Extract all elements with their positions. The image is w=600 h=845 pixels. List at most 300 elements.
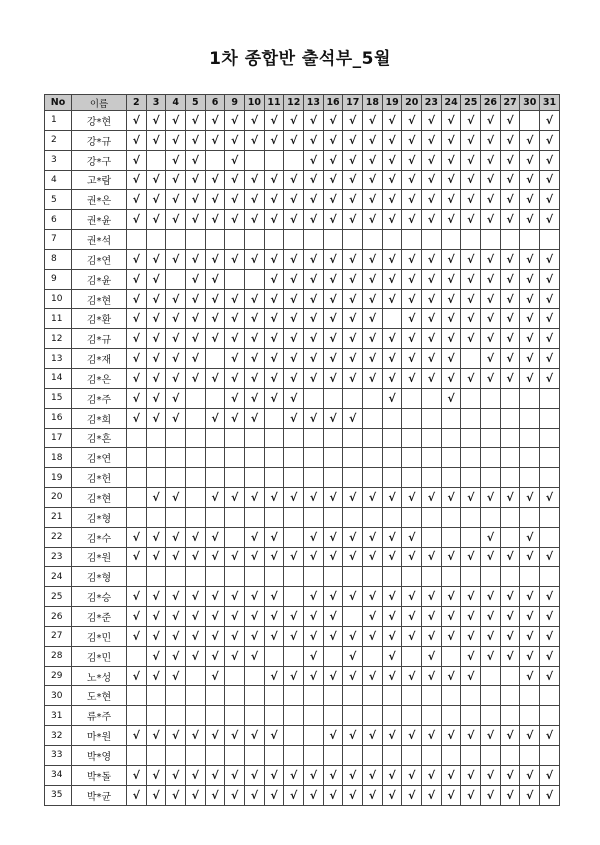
attendance-cell: √ [166,170,186,190]
attendance-cell: √ [363,547,383,567]
attendance-cell: √ [166,488,186,508]
attendance-cell: √ [441,368,461,388]
attendance-cell: √ [402,626,422,646]
attendance-cell [441,646,461,666]
attendance-cell [166,746,186,766]
attendance-cell [245,428,265,448]
attendance-cell: √ [304,785,324,805]
attendance-cell [284,448,304,468]
table-row [45,368,560,388]
student-name: 권*윤 [72,210,127,230]
attendance-cell: √ [363,111,383,131]
attendance-cell: √ [343,408,363,428]
attendance-cell: √ [166,210,186,230]
attendance-cell [225,428,245,448]
attendance-cell: √ [225,111,245,131]
attendance-cell: √ [304,349,324,369]
attendance-cell: √ [225,150,245,170]
attendance-cell: √ [127,269,147,289]
attendance-cell: √ [363,488,383,508]
attendance-cell: √ [382,666,402,686]
row-number: 12 [45,329,72,349]
attendance-cell [127,488,147,508]
attendance-cell: √ [520,170,540,190]
attendance-cell [323,230,343,250]
attendance-cell: √ [382,388,402,408]
attendance-cell [186,468,206,488]
student-name: 김*희 [72,408,127,428]
attendance-cell: √ [245,726,265,746]
table-row [45,130,560,150]
attendance-cell: √ [402,587,422,607]
attendance-cell: √ [540,150,560,170]
attendance-cell [343,686,363,706]
attendance-cell: √ [146,349,166,369]
attendance-cell [264,646,284,666]
attendance-cell [422,567,442,587]
attendance-cell: √ [146,170,166,190]
attendance-cell [500,428,520,448]
attendance-cell: √ [146,130,166,150]
attendance-cell [264,686,284,706]
attendance-cell: √ [481,726,501,746]
attendance-cell: √ [186,210,206,230]
attendance-cell: √ [540,646,560,666]
attendance-cell: √ [422,111,442,131]
attendance-cell: √ [461,666,481,686]
attendance-cell [382,428,402,448]
attendance-cell [520,388,540,408]
attendance-cell: √ [304,329,324,349]
table-row [45,666,560,686]
attendance-cell [363,428,383,448]
attendance-cell: √ [284,349,304,369]
attendance-cell: √ [245,607,265,627]
attendance-cell: √ [481,150,501,170]
row-number: 4 [45,170,72,190]
attendance-cell: √ [284,190,304,210]
attendance-cell: √ [225,368,245,388]
attendance-cell: √ [264,626,284,646]
attendance-cell [500,468,520,488]
attendance-cell: √ [166,527,186,547]
attendance-cell: √ [323,170,343,190]
attendance-cell [343,468,363,488]
attendance-cell: √ [402,269,422,289]
attendance-cell: √ [225,646,245,666]
attendance-cell: √ [481,607,501,627]
attendance-cell: √ [540,607,560,627]
attendance-cell: √ [304,289,324,309]
attendance-cell: √ [127,666,147,686]
attendance-cell [461,428,481,448]
attendance-cell: √ [520,249,540,269]
attendance-cell: √ [245,190,265,210]
table-row [45,210,560,230]
attendance-cell [422,686,442,706]
attendance-cell [461,408,481,428]
attendance-cell: √ [481,349,501,369]
attendance-cell [441,706,461,726]
attendance-cell [520,507,540,527]
attendance-cell: √ [146,527,166,547]
row-number: 20 [45,488,72,508]
attendance-cell [422,468,442,488]
attendance-cell: √ [186,368,206,388]
attendance-cell: √ [481,626,501,646]
attendance-cell [304,448,324,468]
attendance-cell [422,527,442,547]
attendance-cell: √ [245,388,265,408]
attendance-cell: √ [540,349,560,369]
attendance-cell [304,507,324,527]
attendance-cell: √ [520,666,540,686]
attendance-cell [363,567,383,587]
attendance-cell: √ [284,408,304,428]
date-header: 31 [540,95,560,111]
attendance-cell [540,388,560,408]
attendance-cell: √ [284,785,304,805]
attendance-cell: √ [146,587,166,607]
attendance-cell [284,646,304,666]
attendance-cell: √ [127,388,147,408]
attendance-cell [520,706,540,726]
student-name: 김*연 [72,249,127,269]
attendance-cell [323,468,343,488]
attendance-cell: √ [264,607,284,627]
attendance-cell: √ [146,309,166,329]
attendance-cell [382,686,402,706]
attendance-cell: √ [323,309,343,329]
attendance-cell [481,666,501,686]
attendance-cell [304,746,324,766]
attendance-cell [402,746,422,766]
attendance-cell: √ [284,269,304,289]
attendance-cell [540,408,560,428]
date-header: 13 [304,95,324,111]
attendance-cell [225,666,245,686]
attendance-cell: √ [264,269,284,289]
attendance-cell: √ [461,785,481,805]
attendance-cell [500,706,520,726]
attendance-cell [343,706,363,726]
attendance-cell: √ [284,111,304,131]
attendance-cell [402,706,422,726]
attendance-cell: √ [205,210,225,230]
attendance-cell [245,666,265,686]
attendance-cell: √ [441,666,461,686]
attendance-cell: √ [127,170,147,190]
attendance-cell [520,428,540,448]
attendance-cell [284,527,304,547]
table-row [45,408,560,428]
attendance-cell [343,448,363,468]
attendance-cell [363,686,383,706]
attendance-cell: √ [304,626,324,646]
attendance-cell: √ [284,388,304,408]
attendance-cell: √ [402,190,422,210]
attendance-cell [441,230,461,250]
date-header: 27 [500,95,520,111]
attendance-cell: √ [540,726,560,746]
attendance-cell: √ [166,607,186,627]
attendance-cell: √ [323,210,343,230]
attendance-cell: √ [363,289,383,309]
attendance-table [44,94,560,806]
row-number: 5 [45,190,72,210]
attendance-cell: √ [343,368,363,388]
table-row [45,289,560,309]
attendance-cell: √ [402,170,422,190]
attendance-cell [323,746,343,766]
date-header: 30 [520,95,540,111]
date-header: 6 [205,95,225,111]
attendance-cell: √ [245,289,265,309]
attendance-cell: √ [127,190,147,210]
attendance-cell: √ [225,488,245,508]
attendance-cell [205,428,225,448]
attendance-cell [166,230,186,250]
attendance-cell: √ [422,130,442,150]
date-header: 3 [146,95,166,111]
attendance-cell: √ [481,646,501,666]
attendance-cell [481,428,501,448]
attendance-cell: √ [500,488,520,508]
attendance-cell: √ [422,368,442,388]
attendance-cell [205,507,225,527]
attendance-cell: √ [481,309,501,329]
attendance-cell: √ [520,150,540,170]
attendance-cell [481,388,501,408]
attendance-cell: √ [402,150,422,170]
attendance-cell [441,448,461,468]
attendance-cell: √ [225,726,245,746]
attendance-cell: √ [461,329,481,349]
attendance-cell [127,567,147,587]
attendance-cell: √ [343,210,363,230]
attendance-cell: √ [481,587,501,607]
attendance-cell: √ [500,289,520,309]
attendance-cell: √ [284,329,304,349]
attendance-cell: √ [245,349,265,369]
student-name: 김*준 [72,607,127,627]
attendance-cell [225,746,245,766]
attendance-cell: √ [461,269,481,289]
date-header: 23 [422,95,442,111]
attendance-cell: √ [441,170,461,190]
attendance-cell: √ [205,249,225,269]
attendance-cell: √ [540,626,560,646]
attendance-cell: √ [343,488,363,508]
attendance-cell: √ [441,488,461,508]
attendance-cell [304,567,324,587]
attendance-cell: √ [146,269,166,289]
attendance-cell: √ [264,130,284,150]
attendance-cell: √ [245,210,265,230]
attendance-cell: √ [323,249,343,269]
attendance-cell [500,448,520,468]
student-name: 김*주 [72,388,127,408]
student-name: 김*윤 [72,269,127,289]
attendance-cell [481,746,501,766]
attendance-cell [264,468,284,488]
date-header: 9 [225,95,245,111]
attendance-cell: √ [500,646,520,666]
attendance-cell [363,230,383,250]
attendance-cell: √ [205,111,225,131]
row-number: 32 [45,726,72,746]
attendance-cell [500,527,520,547]
attendance-cell: √ [441,765,461,785]
attendance-cell [343,507,363,527]
student-name: 김*수 [72,527,127,547]
attendance-cell: √ [245,130,265,150]
attendance-cell: √ [225,210,245,230]
student-name: 김*민 [72,626,127,646]
table-row [45,150,560,170]
attendance-cell [441,567,461,587]
attendance-cell: √ [304,488,324,508]
attendance-cell: √ [441,726,461,746]
attendance-cell: √ [166,130,186,150]
attendance-cell: √ [304,249,324,269]
attendance-cell: √ [402,309,422,329]
attendance-cell: √ [264,388,284,408]
attendance-cell: √ [402,726,422,746]
attendance-cell [225,230,245,250]
attendance-cell: √ [205,190,225,210]
attendance-cell [245,686,265,706]
attendance-cell: √ [264,329,284,349]
attendance-cell [540,428,560,448]
attendance-cell: √ [481,269,501,289]
attendance-cell: √ [264,210,284,230]
attendance-cell: √ [146,388,166,408]
attendance-cell [245,746,265,766]
attendance-cell [225,706,245,726]
attendance-cell [264,706,284,726]
attendance-cell: √ [422,646,442,666]
attendance-cell [245,706,265,726]
attendance-cell: √ [127,289,147,309]
attendance-cell: √ [323,607,343,627]
attendance-cell [146,468,166,488]
attendance-cell: √ [284,170,304,190]
attendance-cell: √ [205,785,225,805]
attendance-cell: √ [481,765,501,785]
attendance-cell: √ [363,309,383,329]
attendance-cell: √ [323,368,343,388]
table-row [45,706,560,726]
attendance-cell: √ [441,349,461,369]
attendance-cell: √ [520,488,540,508]
attendance-cell: √ [422,587,442,607]
attendance-cell [304,726,324,746]
attendance-cell: √ [382,587,402,607]
attendance-cell: √ [382,150,402,170]
attendance-cell [186,230,206,250]
attendance-cell [146,150,166,170]
attendance-cell: √ [225,329,245,349]
attendance-cell: √ [343,587,363,607]
attendance-cell: √ [264,309,284,329]
attendance-cell [343,607,363,627]
attendance-cell [186,666,206,686]
attendance-cell: √ [363,150,383,170]
table-row [45,269,560,289]
table-row [45,388,560,408]
attendance-cell [284,507,304,527]
attendance-cell: √ [323,190,343,210]
attendance-cell [166,448,186,468]
attendance-cell [540,746,560,766]
attendance-cell [461,388,481,408]
student-name: 김*현 [72,289,127,309]
attendance-cell: √ [166,349,186,369]
attendance-cell [225,567,245,587]
row-number: 14 [45,368,72,388]
attendance-cell: √ [323,269,343,289]
attendance-cell: √ [363,190,383,210]
attendance-cell: √ [245,785,265,805]
table-row [45,468,560,488]
row-number: 19 [45,468,72,488]
attendance-cell: √ [205,607,225,627]
attendance-cell: √ [382,368,402,388]
attendance-cell [264,428,284,448]
attendance-cell: √ [363,527,383,547]
row-number: 27 [45,626,72,646]
attendance-cell: √ [304,408,324,428]
attendance-cell: √ [363,170,383,190]
attendance-cell: √ [540,249,560,269]
attendance-cell [363,646,383,666]
attendance-cell [186,408,206,428]
date-header: 4 [166,95,186,111]
attendance-cell: √ [481,785,501,805]
attendance-cell: √ [520,130,540,150]
attendance-cell: √ [205,368,225,388]
attendance-cell: √ [304,527,324,547]
attendance-cell [284,567,304,587]
attendance-cell [245,567,265,587]
attendance-cell: √ [382,646,402,666]
attendance-cell: √ [422,607,442,627]
attendance-cell: √ [323,349,343,369]
attendance-cell: √ [225,607,245,627]
attendance-cell: √ [500,547,520,567]
attendance-cell: √ [264,249,284,269]
attendance-cell [520,686,540,706]
attendance-cell: √ [245,626,265,646]
attendance-cell: √ [127,210,147,230]
attendance-cell: √ [441,785,461,805]
attendance-cell: √ [540,111,560,131]
attendance-cell: √ [166,388,186,408]
attendance-cell [284,706,304,726]
attendance-cell: √ [382,190,402,210]
attendance-cell: √ [500,785,520,805]
attendance-cell: √ [402,666,422,686]
student-name: 김*형 [72,567,127,587]
date-header: 5 [186,95,206,111]
attendance-cell: √ [500,626,520,646]
attendance-cell: √ [186,111,206,131]
attendance-cell [146,507,166,527]
student-name: 김*원 [72,547,127,567]
attendance-cell: √ [520,726,540,746]
attendance-cell: √ [166,150,186,170]
